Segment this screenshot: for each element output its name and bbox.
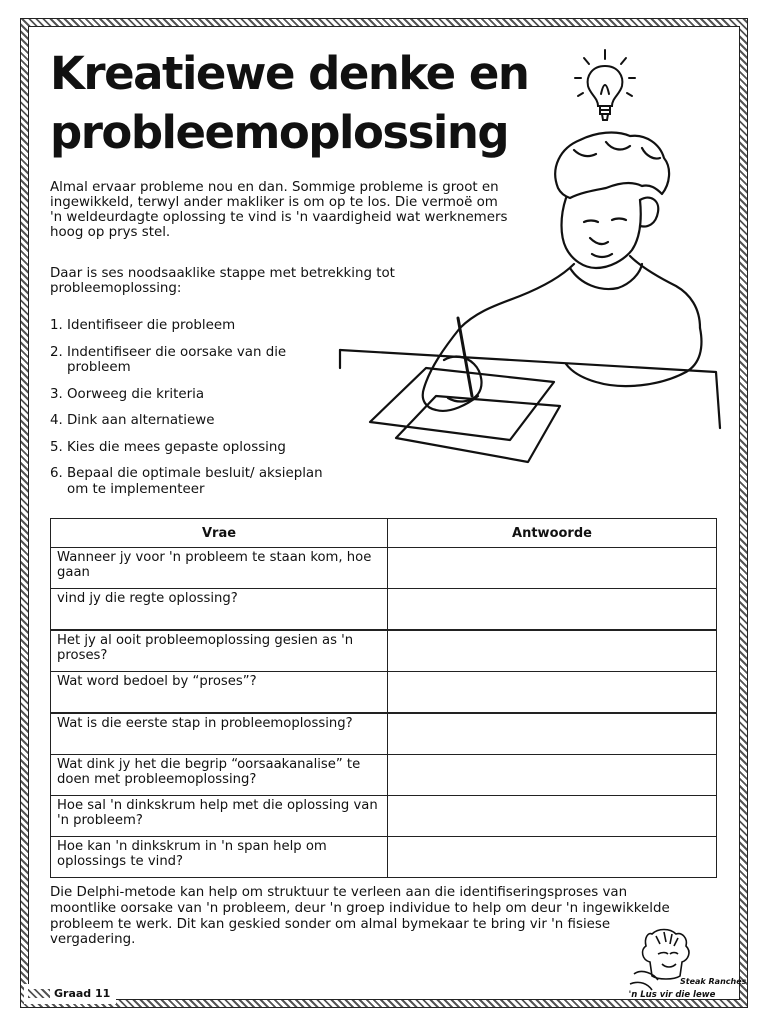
answer-cell[interactable]	[388, 713, 717, 755]
question-cell: Wat dink jy het die begrip “oorsaakanalise” te doen met probleemoplossing?	[51, 755, 388, 796]
question-cell: Wanneer jy voor 'n probleem te staan kom, hoe gaan	[51, 548, 388, 589]
question-cell: vind jy die regte oplossing?	[51, 589, 388, 631]
student-writing-illustration	[360, 128, 730, 468]
intro-paragraph: Almal ervaar probleme nou en dan. Sommige probleme is groot en ingewikkeld, terwyl ander makliker is om op te los. Die vermoë om 'n weldeurdagte oplossing te vind is 'n vaardigheid wat werknemers hoog op prys stel.	[50, 180, 508, 240]
table-header-row	[51, 519, 717, 548]
answer-cell[interactable]	[388, 672, 717, 714]
table-row	[51, 755, 717, 796]
table-row	[51, 589, 717, 631]
steps-intro: Daar is ses noodsaaklike stappe met betrekking tot probleemoplossing:	[50, 266, 395, 296]
column-header-answers: Antwoorde	[388, 519, 717, 548]
list-item: 6. Bepaal die optimale besluit/ aksieplan om te implementeer	[50, 466, 323, 497]
grade-label: Graad 11	[24, 984, 116, 1004]
list-item: 4. Dink aan alternatiewe	[50, 413, 215, 428]
questions-table	[50, 518, 717, 878]
steps-list	[50, 318, 330, 508]
question-cell: Hoe sal 'n dinkskrum help met die oplossing van 'n probleem?	[51, 796, 388, 837]
table-row	[51, 548, 717, 589]
table-row	[51, 630, 717, 672]
answer-cell[interactable]	[388, 755, 717, 796]
table-row	[51, 713, 717, 755]
question-cell: Wat is die eerste stap in probleemoplossing?	[51, 713, 388, 755]
lightbulb-icon	[570, 46, 640, 126]
question-cell: Hoe kan 'n dinkskrum in 'n span help om oplossings te vind?	[51, 837, 388, 878]
list-item: 5. Kies die mees gepaste oplossing	[50, 439, 286, 455]
logo-tagline: 'n Lus vir die lewe	[628, 990, 716, 1000]
answer-cell[interactable]	[388, 630, 717, 672]
page-title: Kreatiewe denke en probleemoplossing	[50, 47, 529, 159]
list-item: 1. Identifiseer die probleem	[50, 318, 236, 333]
answer-cell[interactable]	[388, 796, 717, 837]
answer-cell[interactable]	[388, 589, 717, 631]
question-cell: Wat word bedoel by “proses”?	[51, 672, 388, 714]
list-item: 3. Oorweeg die kriteria	[50, 386, 205, 402]
logo-text: Steak Ranches	[680, 977, 747, 986]
table-row	[51, 796, 717, 837]
table-row	[51, 837, 717, 878]
table-row	[51, 672, 717, 714]
delphi-paragraph: Die Delphi-metode kan help om struktuur te verleen aan die identifiseringsproses van moontlike oorsake van 'n probleem, deur 'n groep individue to help om deur 'n ingewikkelde probleem te werk. Dit kan geskied sonder om almal bymekaar te bring vir 'n fisiese vergadering.	[50, 885, 670, 948]
answer-cell[interactable]	[388, 548, 717, 589]
list-item: 2. Indentifiseer die oorsake van die probleem	[50, 344, 287, 375]
column-header-questions: Vrae	[51, 519, 388, 548]
answer-cell[interactable]	[388, 837, 717, 878]
question-cell: Het jy al ooit probleemoplossing gesien as 'n proses?	[51, 630, 388, 672]
